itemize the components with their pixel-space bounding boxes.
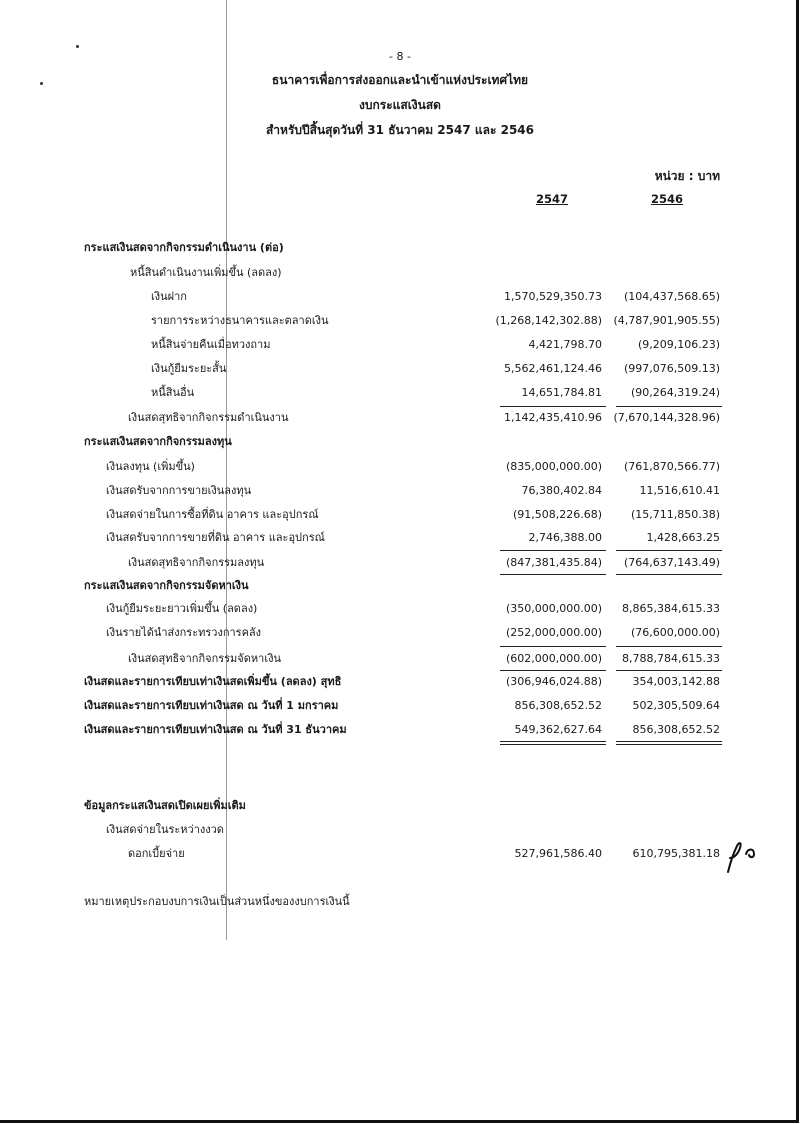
value-2547: 2,746,388.00 (528, 531, 602, 544)
row-label: เงินสดสุทธิจากกิจกรรมลงทุน (128, 556, 265, 569)
table-row (0, 506, 800, 524)
value-2547: 76,380,402.84 (521, 484, 602, 497)
total-row (0, 721, 800, 739)
value-2546: (90,264,319.24) (630, 386, 720, 399)
row-label: หนี้สินดำเนินงานเพิ่มขึ้น (ลดลง) (130, 266, 282, 279)
value-2547: (835,000,000.00) (505, 460, 602, 473)
subtotal-rule (500, 406, 606, 407)
table-row (0, 482, 800, 500)
row-label: เงินสดจ่ายในระหว่างงวด (106, 823, 224, 836)
value-2546: (9,209,106.23) (637, 338, 720, 351)
double-rule (616, 744, 722, 745)
row-label: เงินรายได้นำส่งกระทรวงการคลัง (106, 626, 262, 639)
statement-period: สำหรับปีสิ้นสุดวันที่ 31 ธันวาคม 2547 และ 2546 (265, 123, 534, 137)
subtotal-rule (616, 574, 722, 575)
subtotal-rule (500, 574, 606, 575)
subtotal-rule (616, 406, 722, 407)
supplementary-heading (0, 797, 800, 815)
subtotal-rule (500, 670, 606, 671)
value-2547: (350,000,000.00) (505, 602, 602, 615)
double-rule (616, 741, 722, 742)
value-2546: 1,428,663.25 (646, 531, 720, 544)
currency-unit: หน่วย : บาท (654, 169, 720, 183)
value-2547: 5,562,461,124.46 (504, 362, 602, 375)
row-label: กระแสเงินสดจากกิจกรรมจัดหาเงิน (84, 579, 249, 592)
table-row (0, 845, 800, 863)
row-label: เงินลงทุน (เพิ่มขึ้น) (106, 460, 195, 473)
section-financing-heading (0, 577, 800, 595)
row-label: เงินสดและรายการเทียบเท่าเงินสด ณ วันที่ 1 มกราคม (84, 699, 339, 712)
subtotal-rule (500, 550, 606, 551)
value-2546: (764,637,143.49) (623, 556, 720, 569)
table-row (0, 360, 800, 378)
value-2547: (847,381,435.84) (505, 556, 602, 569)
row-label: กระแสเงินสดจากกิจกรรมลงทุน (84, 435, 232, 448)
value-2546: (7,670,144,328.96) (613, 411, 720, 424)
total-row (0, 673, 800, 691)
year-2547-header: 2547 (535, 192, 568, 206)
row-label: ข้อมูลกระแสเงินสดเปิดเผยเพิ่มเติม (84, 799, 246, 812)
row-label: หนี้สินอื่น (151, 386, 195, 399)
double-rule (500, 741, 606, 742)
row-label: เงินสดจ่ายในการซื้อที่ดิน อาคาร และอุปกรณ์ (106, 508, 319, 521)
value-2547: (1,268,142,302.88) (495, 314, 602, 327)
row-label: เงินกู้ยืมระยะสั้น (151, 362, 227, 375)
value-2546: 610,795,381.18 (632, 847, 720, 860)
value-2547: 549,362,627.64 (514, 723, 602, 736)
table-row (0, 384, 800, 402)
value-2547: 1,570,529,350.73 (504, 290, 602, 303)
value-2547: (252,000,000.00) (505, 626, 602, 639)
year-2546-header: 2546 (650, 192, 683, 206)
table-row (0, 600, 800, 618)
handwritten-initials-icon (720, 836, 760, 876)
subtotal-rule (500, 646, 606, 647)
row-label: หนี้สินจ่ายคืนเมื่อทวงถาม (151, 338, 271, 351)
footnote: หมายเหตุประกอบงบการเงินเป็นส่วนหนึ่งของงบการเงินนี้ (84, 895, 350, 908)
value-2547: 1,142,435,410.96 (504, 411, 602, 424)
subtotal-row (0, 554, 800, 572)
row-label: ดอกเบี้ยจ่าย (128, 847, 185, 860)
value-2546: 11,516,610.41 (639, 484, 720, 497)
value-2546: (15,711,850.38) (630, 508, 720, 521)
row-label: เงินสดสุทธิจากกิจกรรมจัดหาเงิน (128, 652, 281, 665)
value-2546: 354,003,142.88 (632, 675, 720, 688)
section-investing-heading (0, 433, 800, 451)
value-2546: 502,305,509.64 (632, 699, 720, 712)
double-rule (500, 744, 606, 745)
value-2547: (602,000,000.00) (505, 652, 602, 665)
subtotal-rule (616, 670, 722, 671)
row-label: รายการระหว่างธนาคารและตลาดเงิน (151, 314, 329, 327)
value-2546: (761,870,566.77) (623, 460, 720, 473)
page-number: - 8 - (389, 50, 411, 63)
table-row (0, 529, 800, 547)
table-row (0, 458, 800, 476)
row-label: เงินสดสุทธิจากกิจกรรมดำเนินงาน (128, 411, 289, 424)
value-2547: 527,961,586.40 (514, 847, 602, 860)
value-2546: (104,437,568.65) (623, 290, 720, 303)
row-label: กระแสเงินสดจากกิจกรรมดำเนินงาน (ต่อ) (84, 241, 284, 254)
value-2546: (76,600,000.00) (630, 626, 720, 639)
value-2546: 856,308,652.52 (632, 723, 720, 736)
statement-title: งบกระแสเงินสด (359, 98, 441, 112)
value-2546: (4,787,901,905.55) (613, 314, 720, 327)
subtotal-rule (616, 646, 722, 647)
value-2547: 14,651,784.81 (521, 386, 602, 399)
table-row (0, 264, 800, 282)
value-2547: (91,508,226.68) (512, 508, 602, 521)
row-label: เงินสดและรายการเทียบเท่าเงินสดเพิ่มขึ้น (ลดลง) สุทธิ (84, 675, 342, 688)
subtotal-row (0, 409, 800, 427)
row-label: เงินฝาก (151, 290, 187, 303)
subtotal-row (0, 650, 800, 668)
value-2546: (997,076,509.13) (623, 362, 720, 375)
table-row (0, 288, 800, 306)
total-row (0, 697, 800, 715)
scan-speck (76, 45, 79, 48)
table-row (0, 336, 800, 354)
table-row (0, 821, 800, 839)
row-label: เงินสดรับจากการขายที่ดิน อาคาร และอุปกรณ์ (106, 531, 325, 544)
value-2546: 8,865,384,615.33 (622, 602, 720, 615)
row-label: เงินสดและรายการเทียบเท่าเงินสด ณ วันที่ 31 ธันวาคม (84, 723, 347, 736)
value-2546: 8,788,784,615.33 (622, 652, 720, 665)
value-2547: 4,421,798.70 (528, 338, 602, 351)
section-operating-heading (0, 239, 800, 257)
row-label: เงินกู้ยืมระยะยาวเพิ่มขึ้น (ลดลง) (106, 602, 258, 615)
bank-name: ธนาคารเพื่อการส่งออกและนำเข้าแห่งประเทศไทย (271, 73, 529, 87)
row-label: เงินสดรับจากการขายเงินลงทุน (106, 484, 252, 497)
subtotal-rule (616, 550, 722, 551)
table-row (0, 312, 800, 330)
table-row (0, 624, 800, 642)
value-2547: 856,308,652.52 (514, 699, 602, 712)
value-2547: (306,946,024.88) (505, 675, 602, 688)
